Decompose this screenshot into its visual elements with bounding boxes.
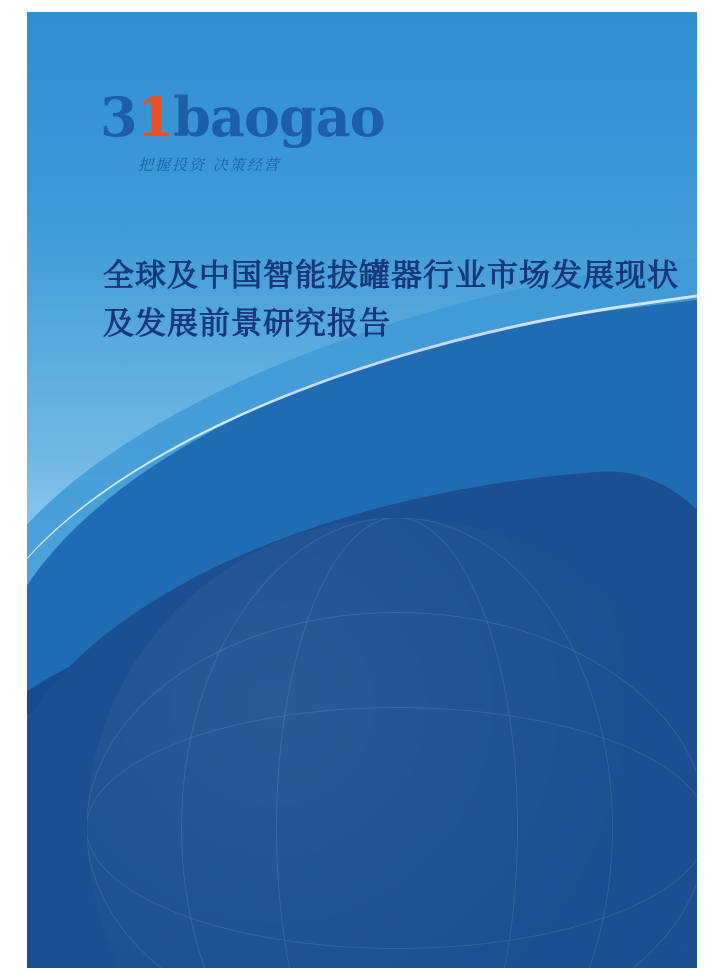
brand-tagline: 把握投资 决策经营 — [138, 156, 281, 174]
report-title: 全球及中国智能拔罐器行业市场发展现状及发展前景研究报告 — [103, 258, 679, 343]
brand-logo-name: baogao — [173, 85, 385, 149]
cover-panel — [27, 12, 697, 968]
brand-logo — [100, 85, 400, 185]
brand-logo-digit-1: 1 — [136, 85, 174, 149]
brand-logo-text — [100, 85, 400, 149]
brand-logo-digit-3: 3 — [100, 85, 137, 149]
